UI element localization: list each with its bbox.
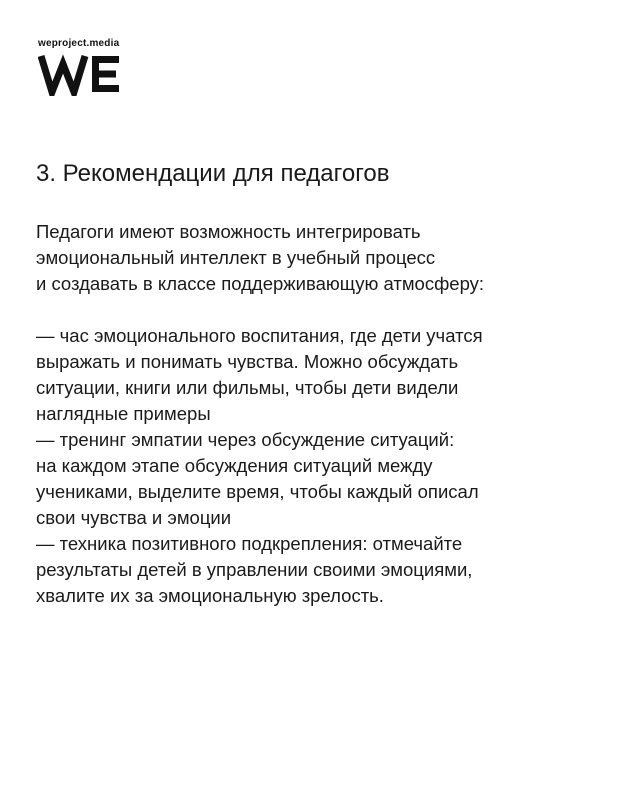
list-item-line: — час эмоционального воспитания, где дети учатся [36, 325, 483, 346]
list-item-line: результаты детей в управлении своими эмоциями, [36, 559, 473, 580]
list-item-line: выражать и понимать чувства. Можно обсуждать [36, 351, 459, 372]
logo-site-name: weproject.media [38, 38, 120, 49]
logo-we-mark [38, 52, 122, 96]
list-item-line: свои чувства и эмоции [36, 507, 232, 528]
list-item-line: — тренинг эмпатии через обсуждение ситуаций: [36, 429, 455, 450]
list-item-line: хвалите их за эмоциональную зрелость. [36, 585, 384, 606]
list-item-line: наглядные примеры [36, 403, 211, 424]
article-body [36, 219, 606, 609]
list-item-emotional-hour [36, 323, 606, 427]
brand-logo [38, 38, 148, 96]
list-item-line: на каждом этапе обсуждения ситуаций между [36, 455, 433, 476]
intro-paragraph [36, 219, 606, 297]
list-item-line: — техника позитивного подкрепления: отмечайте [36, 533, 463, 554]
list-item-line: учениками, выделите время, чтобы каждый описал [36, 481, 479, 502]
paragraph-spacer [36, 297, 606, 323]
intro-line: эмоциональный интеллект в учебный процесс [36, 247, 436, 268]
list-item-line: ситуации, книги или фильмы, чтобы дети видели [36, 377, 459, 398]
page-title: 3. Рекомендации для педагогов [36, 160, 390, 187]
intro-line: и создавать в классе поддерживающую атмосферу: [36, 273, 485, 294]
list-item-empathy-training [36, 427, 606, 531]
list-item-positive-reinforcement [36, 531, 606, 609]
intro-line: Педагоги имеют возможность интегрировать [36, 221, 421, 242]
